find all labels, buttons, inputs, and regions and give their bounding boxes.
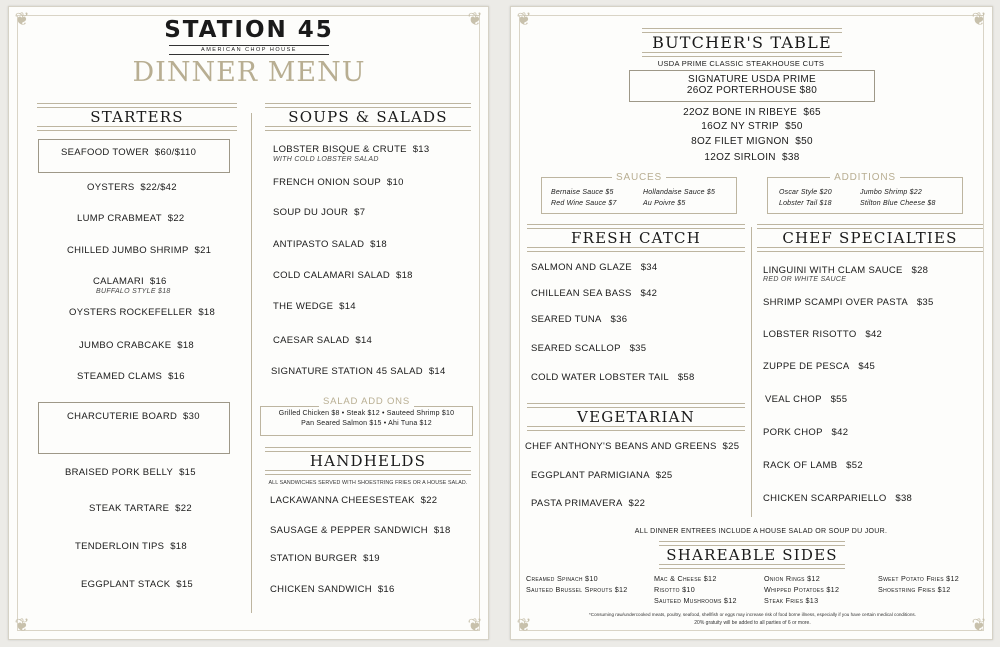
- menu-item: SALMON AND GLAZE $34: [531, 262, 658, 273]
- side-item: Whipped Potatoes $12: [764, 585, 840, 594]
- menu-item: SAUSAGE & PEPPER SANDWICH $18: [270, 525, 451, 536]
- side-item: Shoestring Fries $12: [878, 585, 951, 594]
- menu-item: SEARED SCALLOP $35: [531, 343, 647, 354]
- corner-ornament-icon: ❦: [14, 9, 30, 30]
- menu-item: LOBSTER BISQUE & CRUTE $13: [273, 144, 430, 155]
- menu-item: CHARCUTERIE BOARD $30: [67, 411, 200, 422]
- sauce-item: Bernaise Sauce $5: [551, 189, 614, 196]
- side-item: Creamed Spinach $10: [526, 574, 598, 583]
- menu-item: CALAMARI $16: [93, 276, 167, 287]
- addition-item: Oscar Style $20: [779, 189, 832, 196]
- salad-addons-heading: SALAD ADD ONS: [319, 396, 414, 407]
- side-item: Sauteed Brussel Sprouts $12: [526, 585, 628, 594]
- brand-logo: STATION 45: [164, 17, 334, 43]
- menu-item: TENDERLOIN TIPS $18: [75, 541, 187, 552]
- item-note: RED OR WHITE SAUCE: [763, 276, 847, 283]
- menu-item: PASTA PRIMAVERA $22: [531, 498, 646, 509]
- menu-item: 16OZ NY STRIP $50: [701, 121, 803, 132]
- menu-item: SHRIMP SCAMPI OVER PASTA $35: [763, 297, 934, 308]
- column-divider: [251, 113, 252, 613]
- menu-item: 12OZ SIRLOIN $38: [704, 152, 800, 163]
- menu-item: LACKAWANNA CHEESESTEAK $22: [270, 495, 438, 506]
- menu-item: SIGNATURE STATION 45 SALAD $14: [271, 366, 446, 377]
- menu-item: CAESAR SALAD $14: [273, 335, 373, 346]
- side-item: Sweet Potato Fries $12: [878, 574, 960, 583]
- menu-page-right: [510, 6, 993, 640]
- menu-item: CHEF ANTHONY'S BEANS AND GREENS $25: [525, 441, 740, 452]
- side-item: Mac & Cheese $12: [654, 574, 717, 583]
- menu-item: LUMP CRABMEAT $22: [77, 213, 185, 224]
- menu-item: SEARED TUNA $36: [531, 314, 628, 325]
- menu-item: PORK CHOP $42: [763, 427, 849, 438]
- starters-heading: STARTERS: [37, 108, 237, 126]
- entree-note: ALL DINNER ENTREES INCLUDE A HOUSE SALAD OR SOUP DU JOUR.: [634, 528, 888, 535]
- butchers-subheading: USDA PRIME CLASSIC STEAKHOUSE CUTS: [657, 59, 825, 68]
- menu-item: LOBSTER RISOTTO $42: [763, 329, 883, 340]
- corner-ornament-icon: ❦: [14, 615, 30, 636]
- menu-item: COLD CALAMARI SALAD $18: [273, 270, 413, 281]
- shareable-sides-heading: SHAREABLE SIDES: [659, 546, 845, 564]
- menu-item: CHICKEN SANDWICH $16: [270, 584, 395, 595]
- side-item: Sauteed Mushrooms $12: [654, 596, 737, 605]
- footer-gratuity: 20% gratuity will be added to all parties of 6 or more.: [694, 620, 811, 626]
- chef-specialties-heading: CHEF SPECIALTIES: [757, 229, 983, 247]
- menu-item: ANTIPASTO SALAD $18: [273, 239, 387, 250]
- handhelds-heading: HANDHELDS: [265, 452, 471, 470]
- menu-item: SEAFOOD TOWER $60/$110: [61, 147, 197, 158]
- menu-item: BRAISED PORK BELLY $15: [65, 467, 196, 478]
- menu-item: EGGPLANT PARMIGIANA $25: [531, 470, 673, 481]
- menu-item: JUMBO CRABCAKE $18: [79, 340, 195, 351]
- corner-ornament-icon: ❦: [467, 615, 483, 636]
- addition-item: Lobster Tail $18: [779, 200, 832, 207]
- corner-ornament-icon: ❦: [516, 9, 532, 30]
- additions-heading: ADDITIONS: [830, 172, 900, 183]
- item-note: WITH COLD LOBSTER SALAD: [273, 156, 379, 163]
- signature-line: 26OZ PORTERHOUSE $80: [686, 85, 818, 96]
- butchers-table-heading: BUTCHER'S TABLE: [642, 33, 842, 52]
- sauce-item: Au Poivre $5: [643, 200, 686, 207]
- menu-item: THE WEDGE $14: [273, 301, 356, 312]
- fresh-catch-heading: FRESH CATCH: [527, 229, 745, 247]
- corner-ornament-icon: ❦: [971, 615, 987, 636]
- menu-item: EGGPLANT STACK $15: [81, 579, 194, 590]
- menu-page-left: [8, 6, 489, 640]
- sauce-item: Red Wine Sauce $7: [551, 200, 617, 207]
- menu-title: DINNER MENU: [132, 57, 366, 88]
- corner-ornament-icon: ❦: [971, 9, 987, 30]
- signature-line: SIGNATURE USDA PRIME: [687, 74, 817, 85]
- soups-salads-heading: SOUPS & SALADS: [265, 108, 471, 126]
- side-item: Onion Rings $12: [764, 574, 820, 583]
- vegetarian-heading: VEGETARIAN: [527, 408, 745, 426]
- menu-item: LINGUINI WITH CLAM SAUCE $28: [763, 265, 929, 276]
- menu-item: CHILLEAN SEA BASS $42: [531, 288, 658, 299]
- menu-item: FRENCH ONION SOUP $10: [273, 177, 404, 188]
- menu-item: SOUP DU JOUR $7: [273, 207, 366, 218]
- menu-item: CHICKEN SCARPARIELLO $38: [763, 493, 913, 504]
- salad-addons-line: Pan Seared Salmon $15 • Ahi Tuna $12: [301, 420, 432, 427]
- sauce-item: Hollandaise Sauce $5: [643, 189, 716, 196]
- handhelds-note: ALL SANDWICHES SERVED WITH SHOESTRING FRIES OR A HOUSE SALAD.: [268, 480, 468, 486]
- sauces-heading: SAUCES: [612, 172, 666, 183]
- menu-item: OYSTERS $22/$42: [87, 182, 177, 193]
- corner-ornament-icon: ❦: [467, 9, 483, 30]
- column-divider: [751, 227, 752, 517]
- menu-item: COLD WATER LOBSTER TAIL $58: [531, 372, 695, 383]
- menu-item: CHILLED JUMBO SHRIMP $21: [67, 245, 212, 256]
- menu-item: STEAMED CLAMS $16: [77, 371, 185, 382]
- footer-disclaimer: *Consuming raw/undercooked meats, poultry, seafood, shellfish or eggs may increase risk of food borne illness, especially if you have certain medical conditions.: [588, 612, 916, 617]
- salad-addons-line: Grilled Chicken $8 • Steak $12 • Sauteed Shrimp $10: [278, 410, 455, 417]
- menu-item: STEAK TARTARE $22: [89, 503, 192, 514]
- side-item: Risotto $10: [654, 585, 695, 594]
- menu-item: RACK OF LAMB $52: [763, 460, 863, 471]
- addition-item: Jumbo Shrimp $22: [860, 189, 922, 196]
- side-item: Steak Fries $13: [764, 596, 819, 605]
- menu-item: 8OZ FILET MIGNON $50: [691, 136, 813, 147]
- menu-item: VEAL CHOP $55: [765, 394, 848, 405]
- addition-item: Stilton Blue Cheese $8: [860, 200, 936, 207]
- menu-item: ZUPPE DE PESCA $45: [763, 361, 876, 372]
- charcuterie-box: [38, 402, 230, 454]
- corner-ornament-icon: ❦: [516, 615, 532, 636]
- menu-item: OYSTERS ROCKEFELLER $18: [69, 307, 216, 318]
- menu-item: 22OZ BONE IN RIBEYE $65: [683, 107, 821, 118]
- brand-tagline: AMERICAN CHOP HOUSE: [169, 45, 329, 55]
- menu-item: STATION BURGER $19: [270, 553, 380, 564]
- item-note: BUFFALO STYLE $18: [96, 288, 171, 295]
